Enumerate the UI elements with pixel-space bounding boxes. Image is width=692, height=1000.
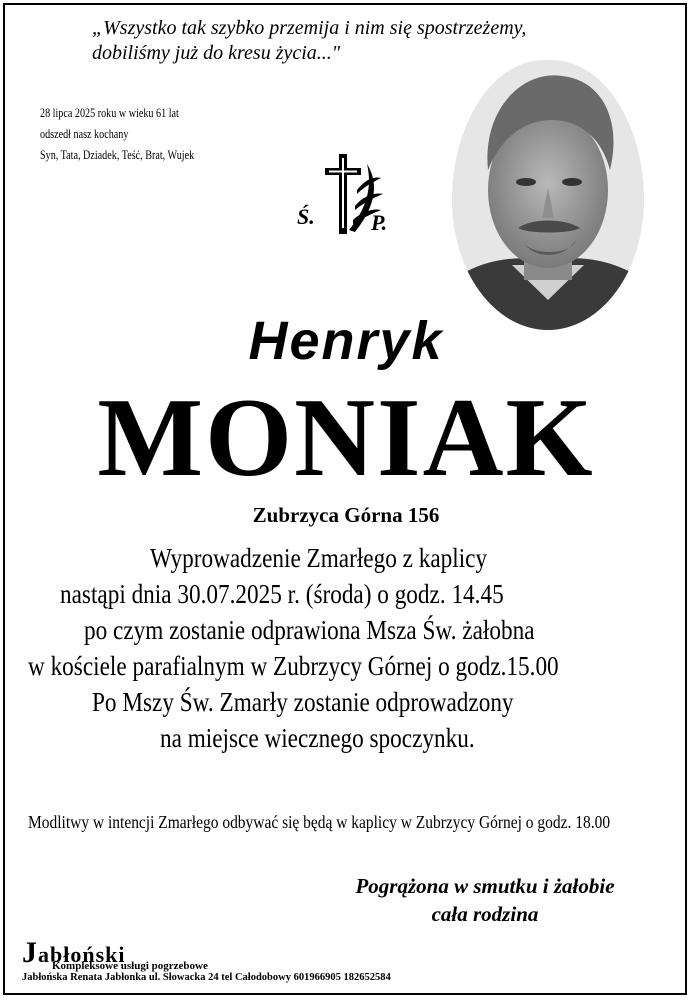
mourning-signature — [300, 872, 670, 928]
quote — [92, 16, 652, 66]
cross-icon — [295, 150, 405, 242]
cross-symbol — [295, 150, 405, 242]
announcement-line-2: odszedł nasz kochany — [40, 126, 129, 141]
prayer-info: Modlitwy w intencji Zmarłego odbywać się będą w kaplicy w Zubrzycy Górnej o godz. 18.00 — [28, 812, 611, 832]
ceremony-line-4: w kościele parafialnym w Zubrzycy Górnej o godz.15.00 — [28, 651, 559, 681]
ceremony-line-3: po czym zostanie odprawiona Msza Św. żałobna — [84, 615, 535, 645]
ceremony-line-5: Po Mszy Św. Zmarły zostanie odprowadzony — [92, 687, 514, 717]
brand-initial: J — [22, 936, 38, 969]
address: Zubrzyca Górna 156 — [252, 503, 440, 527]
ceremony-line-1: Wyprowadzenie Zmarłego z kaplicy — [150, 543, 488, 573]
deceased-photo — [452, 60, 644, 330]
funeral-home-contact: Jabłońska Renata Jabłonka ul. Słowacka 24 tel Całodobowy 601966905 182652584 — [22, 972, 391, 983]
sp-left: Ś. — [297, 204, 315, 229]
brand-rest: abłoński — [38, 942, 126, 967]
announcement-line-1: 28 lipca 2025 roku w wieku 61 lat — [40, 105, 179, 120]
quote-line-2: dobiliśmy już do kresu życia..." — [92, 42, 341, 64]
funeral-home-tagline: Kompleksowe usługi pogrzebowe — [52, 960, 208, 972]
announcement-line-3: Syn, Tata, Dziadek, Teść, Brat, Wujek — [40, 147, 195, 162]
death-announcement — [40, 102, 194, 165]
quote-line-1: „Wszystko tak szybko przemija i nim się spostrzeżemy, — [92, 17, 527, 39]
mourning-line-1: Pogrążona w smutku i żałobie — [355, 874, 615, 898]
ceremony-line-6: na miejsce wiecznego spoczynku. — [160, 723, 475, 753]
ceremony-line-2: nastąpi dnia 30.07.2025 r. (środa) o godz. 14.45 — [60, 579, 504, 609]
first-name: Henryk — [248, 311, 444, 371]
surname: MONIAK — [97, 376, 595, 500]
mourning-line-2: cała rodzina — [431, 902, 539, 926]
sp-right: P. — [371, 210, 388, 235]
funeral-home-footer — [22, 936, 622, 983]
